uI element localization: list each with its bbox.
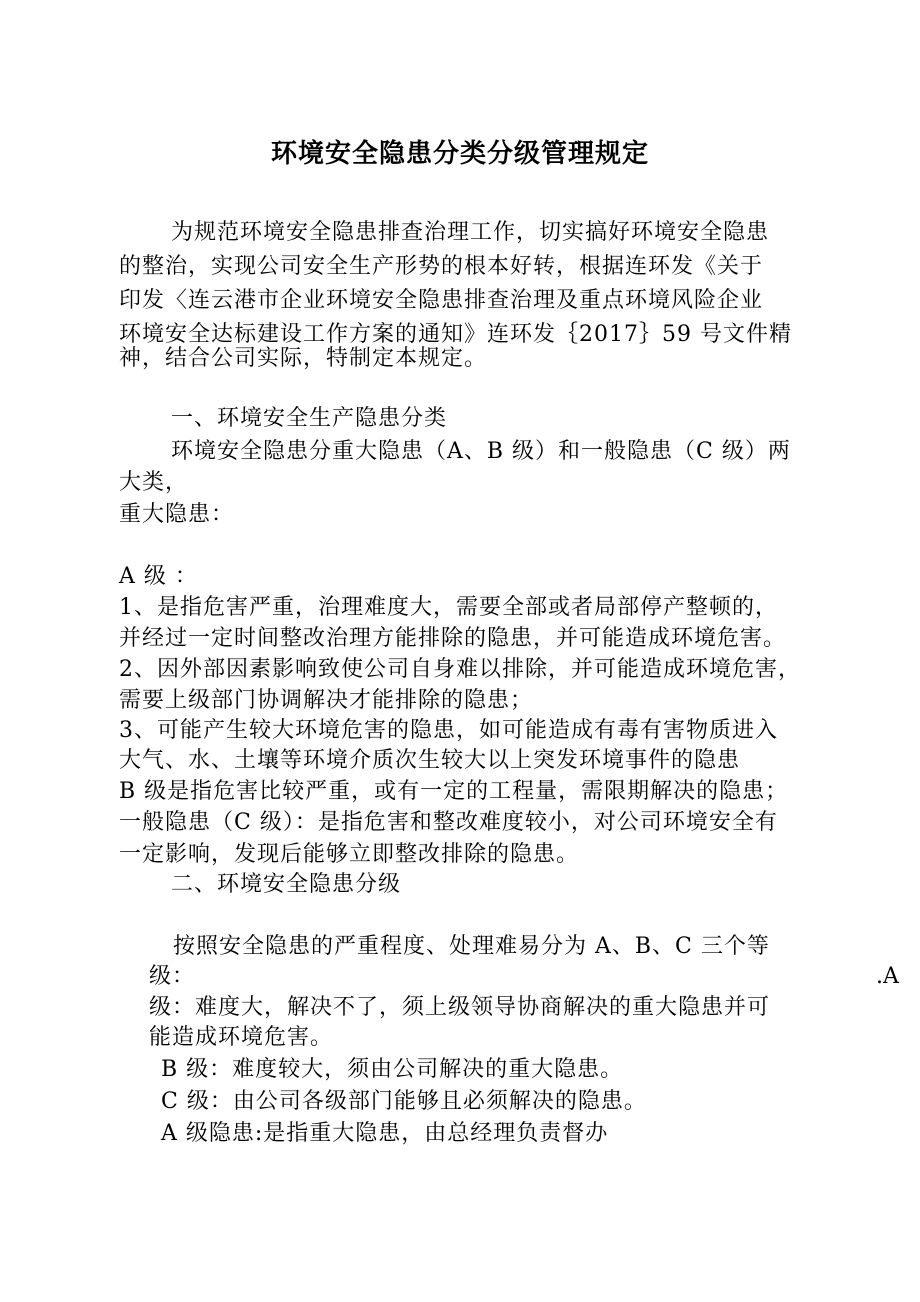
intro-line-4: 环境安全达标建设工作方案的通知》连环发｛2017｝59 号文件精: [119, 322, 792, 347]
grade-b-description: B 级是指危害比较严重，或有一定的工程量，需限期解决的隐患；: [119, 779, 789, 804]
classification-line-2: 大类，: [119, 470, 189, 495]
grading-intro-line-1: 按照安全隐患的严重程度、处理难易分为 A、B、C 三个等: [173, 934, 770, 959]
intro-line-2: 的整治，实现公司安全生产形势的根本好转，根据连环发《关于: [119, 254, 764, 279]
grade-a-item-1-line-1: 1、是指危害严重，治理难度大，需要全部或者局部停产整顿的，: [119, 595, 778, 620]
section-heading-1: 一、环境安全生产隐患分类: [171, 406, 448, 431]
grade-a-definition-line-1: 级：难度大，解决不了，须上级领导协商解决的重大隐患并可: [149, 995, 771, 1020]
grade-a-item-2-line-2: 需要上级部门协调解决才能排除的隐患；: [119, 688, 534, 713]
general-hazard-line-1: 一般隐患（C 级）：是指危害和整改难度较小，对公司环境安全有: [119, 810, 778, 835]
grade-a-item-2-line-1: 2、因外部因素影响致使公司自身难以排除，并可能造成环境危害，: [119, 657, 801, 682]
general-hazard-line-2: 一定影响，发现后能够立即整改排除的隐患。: [119, 842, 580, 867]
grade-a-definition-line-2: 能造成环境危害。: [149, 1025, 334, 1050]
intro-line-3: 印发〈连云港市企业环境安全隐患排查治理及重点环境风险企业: [119, 288, 764, 313]
classification-line-1: 环境安全隐患分重大隐患（A、B 级）和一般隐患（C 级）两: [171, 439, 791, 464]
grade-a-item-1-line-2: 并经过一定时间整改治理方能排除的隐患，并可能造成环境危害。: [119, 626, 787, 651]
grade-c-definition: C 级：由公司各级部门能够且必须解决的隐患。: [161, 1089, 647, 1114]
grading-intro-line-2: 级：: [149, 964, 196, 989]
grade-b-definition: B 级：难度较大，须由公司解决的重大隐患。: [161, 1057, 624, 1082]
major-hazard-label: 重大隐患：: [119, 502, 235, 527]
grade-a-marker: .A: [876, 964, 899, 989]
grade-a-responsibility: A 级隐患:是指重大隐患，由总经理负责督办: [161, 1121, 609, 1146]
section-heading-2: 二、环境安全隐患分级: [171, 872, 402, 897]
grade-a-item-3-line-2: 大气、水、土壤等环境介质次生较大以上突发环境事件的隐患: [119, 748, 741, 773]
intro-line-1: 为规范环境安全隐患排查治理工作，切实搞好环境安全隐患: [171, 220, 770, 245]
grade-a-item-3-line-1: 3、可能产生较大环境危害的隐患，如可能造成有毒有害物质进入: [119, 718, 778, 743]
document-title: 环境安全隐患分类分级管理规定: [270, 139, 649, 169]
intro-line-5: 神，结合公司实际，特制定本规定。: [119, 346, 488, 371]
grade-a-label: A 级 ：: [119, 564, 198, 589]
